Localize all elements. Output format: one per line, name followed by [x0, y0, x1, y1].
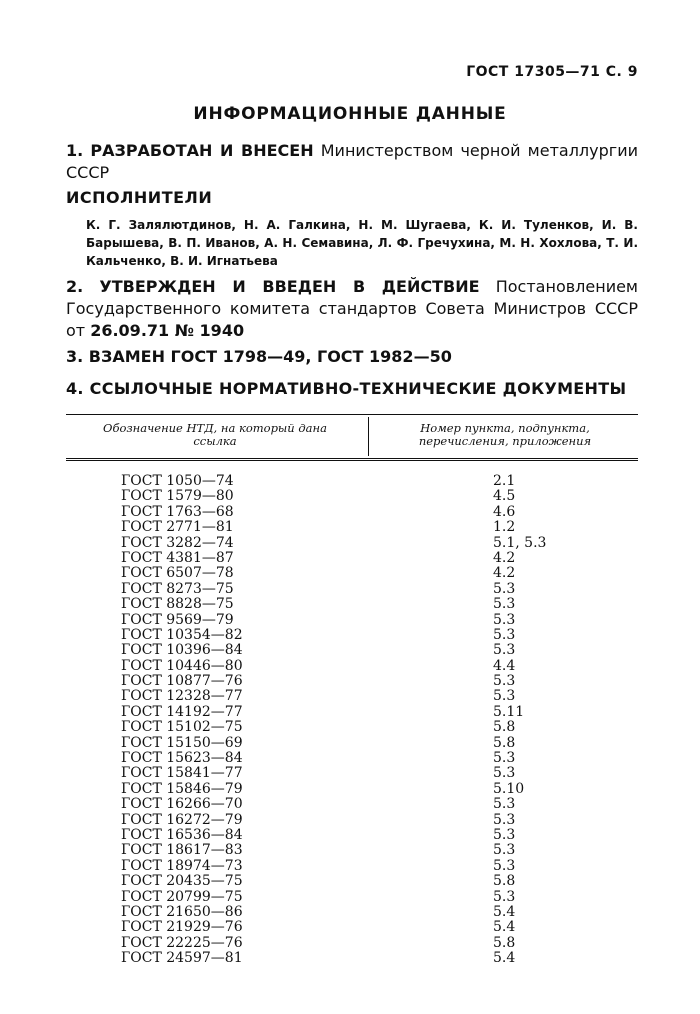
gost-designation: ГОСТ 3282—74 — [121, 534, 234, 551]
table-row — [0, 566, 700, 581]
table-top-rule — [66, 414, 638, 415]
gost-designation: ГОСТ 21929—76 — [121, 919, 243, 936]
gost-designation: ГОСТ 20435—75 — [121, 873, 243, 890]
item-number: 5.3 — [493, 688, 516, 705]
table-header-designation: Обозначение НТД, на который дана ссылка — [103, 421, 327, 448]
reference-table-body — [0, 474, 700, 967]
gost-designation: ГОСТ 15623—84 — [121, 750, 243, 767]
table-row — [0, 766, 700, 781]
page-title: ИНФОРМАЦИОННЫЕ ДАННЫЕ — [193, 104, 507, 124]
section-1 — [66, 140, 638, 184]
item-number: 5.3 — [493, 826, 516, 843]
item-number: 5.3 — [493, 611, 516, 628]
performers-heading: ИСПОЛНИТЕЛИ — [66, 188, 213, 207]
item-number: 5.3 — [493, 642, 516, 659]
gost-designation: ГОСТ 1763—68 — [121, 503, 234, 520]
item-number: 5.8 — [493, 719, 516, 736]
table-header-bottom-rule — [66, 458, 638, 461]
gost-designation: ГОСТ 15150—69 — [121, 734, 243, 751]
item-number: 5.3 — [493, 857, 516, 874]
table-row — [0, 643, 700, 658]
gost-designation: ГОСТ 1050—74 — [121, 473, 234, 489]
item-number: 1.2 — [493, 519, 516, 536]
gost-designation: ГОСТ 15846—79 — [121, 780, 243, 797]
item-number: 5.11 — [493, 703, 525, 720]
item-number: 5.3 — [493, 626, 516, 643]
section-2-number: 2. — [66, 277, 84, 296]
section-4: 4. ССЫЛОЧНЫЕ НОРМАТИВНО-ТЕХНИЧЕСКИЕ ДОКУМЕНТЫ — [66, 379, 627, 398]
item-number: 2.1 — [493, 473, 516, 489]
table-row — [0, 505, 700, 520]
gost-designation: ГОСТ 15102—75 — [121, 719, 243, 736]
table-row — [0, 843, 700, 858]
gost-designation: ГОСТ 10877—76 — [121, 673, 243, 690]
item-number: 4.2 — [493, 549, 516, 566]
table-row — [0, 536, 700, 551]
item-number: 5.3 — [493, 765, 516, 782]
gost-designation: ГОСТ 4381—87 — [121, 549, 234, 566]
table-row — [0, 859, 700, 874]
table-row — [0, 705, 700, 720]
performers-names: К. Г. Залялютдинов, Н. А. Галкина, Н. М. Шугаева, К. И. Туленков, И. В. Барышева, В. П. Иванов, А. Н. Семавина, Л. Ф. Гречухина, М. Н. Хохлова, Т. И. Кальченко, В. И. Игнатьева — [86, 218, 638, 268]
section-2-date: 26.09.71 № 1940 — [90, 321, 245, 340]
gost-designation: ГОСТ 1579—80 — [121, 488, 234, 505]
item-number: 5.3 — [493, 811, 516, 828]
table-row — [0, 736, 700, 751]
table-row — [0, 474, 700, 489]
table-row — [0, 936, 700, 951]
item-number: 4.4 — [493, 657, 516, 674]
gost-designation: ГОСТ 10396—84 — [121, 642, 243, 659]
table-row — [0, 720, 700, 735]
item-number: 4.6 — [493, 503, 516, 520]
gost-designation: ГОСТ 10354—82 — [121, 626, 243, 643]
table-row — [0, 890, 700, 905]
table-row — [0, 920, 700, 935]
item-number: 5.3 — [493, 673, 516, 690]
gost-designation: ГОСТ 14192—77 — [121, 703, 243, 720]
item-number: 5.4 — [493, 903, 516, 920]
table-row — [0, 551, 700, 566]
gost-designation: ГОСТ 8273—75 — [121, 580, 234, 597]
item-number: 5.3 — [493, 596, 516, 613]
page-header-reference: ГОСТ 17305—71 С. 9 — [466, 64, 638, 80]
table-header-divider — [368, 417, 369, 456]
gost-designation: ГОСТ 15841—77 — [121, 765, 243, 782]
item-number: 5.3 — [493, 842, 516, 859]
section-2 — [66, 276, 638, 342]
gost-designation: ГОСТ 21650—86 — [121, 903, 243, 920]
item-number: 5.3 — [493, 796, 516, 813]
table-row — [0, 659, 700, 674]
item-number: 5.3 — [493, 580, 516, 597]
item-number: 5.8 — [493, 734, 516, 751]
item-number: 5.8 — [493, 873, 516, 890]
gost-designation: ГОСТ 24597—81 — [121, 950, 243, 967]
section-3: 3. ВЗАМЕН ГОСТ 1798—49, ГОСТ 1982—50 — [66, 347, 452, 366]
gost-designation: ГОСТ 16536—84 — [121, 826, 243, 843]
gost-designation: ГОСТ 20799—75 — [121, 888, 243, 905]
item-number: 5.3 — [493, 750, 516, 767]
gost-designation: ГОСТ 9569—79 — [121, 611, 234, 628]
table-row — [0, 782, 700, 797]
table-row — [0, 613, 700, 628]
table-row — [0, 520, 700, 535]
gost-designation: ГОСТ 16272—79 — [121, 811, 243, 828]
table-row — [0, 489, 700, 504]
table-row — [0, 674, 700, 689]
item-number: 5.4 — [493, 919, 516, 936]
item-number: 5.4 — [493, 950, 516, 967]
item-number: 5.8 — [493, 934, 516, 951]
table-row — [0, 874, 700, 889]
section-1-heading: РАЗРАБОТАН И ВНЕСЕН — [90, 141, 314, 160]
gost-designation: ГОСТ 16266—70 — [121, 796, 243, 813]
table-header-item-number: Номер пункта, подпункта, перечисления, приложения — [418, 421, 592, 448]
gost-designation: ГОСТ 8828—75 — [121, 596, 234, 613]
table-row — [0, 597, 700, 612]
section-1-number: 1. — [66, 141, 84, 160]
item-number: 5.1, 5.3 — [493, 534, 547, 551]
section-2-heading: УТВЕРЖДЕН И ВВЕДЕН В ДЕЙСТВИЕ — [99, 277, 480, 296]
gost-designation: ГОСТ 10446—80 — [121, 657, 243, 674]
gost-designation: ГОСТ 22225—76 — [121, 934, 243, 951]
table-row — [0, 905, 700, 920]
table-row — [0, 813, 700, 828]
gost-designation: ГОСТ 18974—73 — [121, 857, 243, 874]
table-row — [0, 689, 700, 704]
item-number: 4.2 — [493, 565, 516, 582]
item-number: 4.5 — [493, 488, 516, 505]
table-row — [0, 828, 700, 843]
table-row — [0, 797, 700, 812]
table-row — [0, 582, 700, 597]
item-number: 5.10 — [493, 780, 525, 797]
table-row — [0, 751, 700, 766]
section-2-text: Постановлением Государственного комитета стандартов Совета Министров СССР от — [66, 277, 638, 340]
item-number: 5.3 — [493, 888, 516, 905]
table-row — [0, 628, 700, 643]
section-1-text: Министерством черной металлургии СССР — [66, 141, 638, 182]
gost-designation: ГОСТ 6507—78 — [121, 565, 234, 582]
gost-designation: ГОСТ 12328—77 — [121, 688, 243, 705]
gost-designation: ГОСТ 18617—83 — [121, 842, 243, 859]
table-row — [0, 951, 700, 966]
gost-designation: ГОСТ 2771—81 — [121, 519, 234, 536]
